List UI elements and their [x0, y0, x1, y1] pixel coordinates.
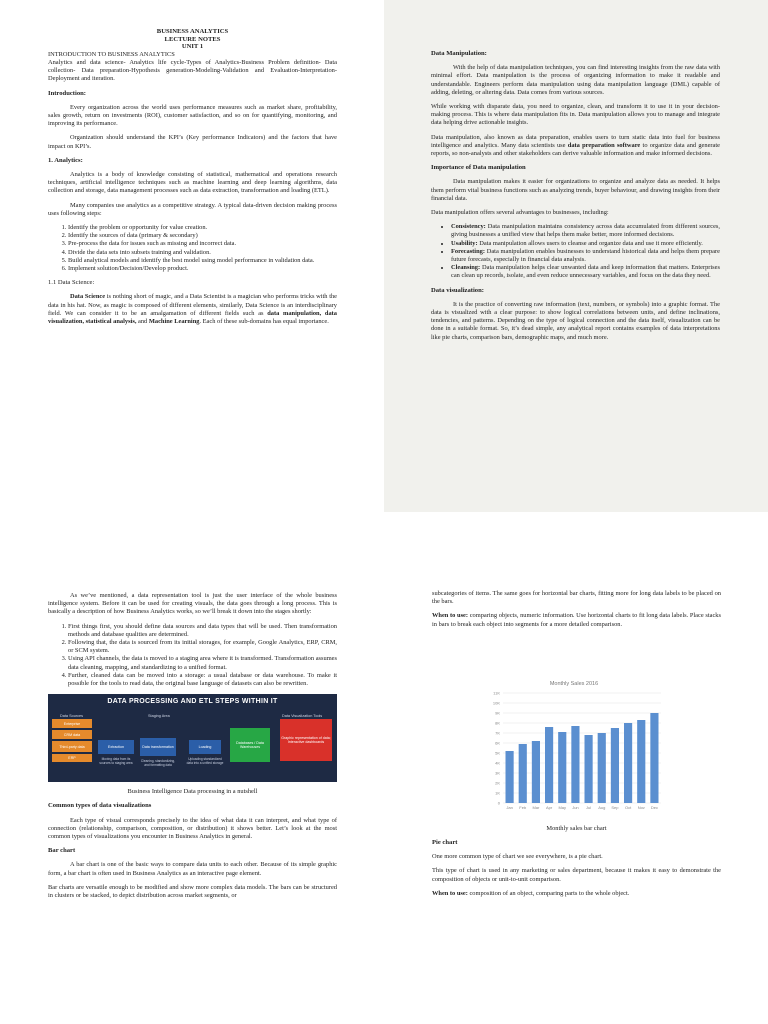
- bar: [585, 735, 593, 803]
- page-2: [384, 0, 768, 512]
- pie-paragraph-1: One more common type of chart we see everywhere, is a pie chart.: [432, 853, 603, 861]
- y-tick-label: 1K: [495, 790, 500, 796]
- dm-paragraph-3: [431, 134, 720, 159]
- bar: [558, 732, 566, 803]
- source-box: CRM data: [52, 730, 92, 739]
- bar: [637, 720, 645, 803]
- x-tick-label: Aug: [598, 804, 606, 810]
- viz-tools-label: Data Visualization Tools: [282, 714, 323, 719]
- x-tick-label: Mar: [532, 804, 540, 810]
- source-box: Third-party data: [52, 741, 92, 752]
- list-item: 2. Following that, the data is sourced from its initial storages, for example, Google Analytics, ERP, CRM, or SCM system.: [68, 639, 337, 655]
- x-tick-label: Dec: [650, 804, 658, 810]
- bar: [532, 741, 540, 803]
- viz-tools-box: Graphic representation of data; Interactive dashboards: [280, 719, 332, 761]
- when-text: comparing objects, numeric information. Use horizontal charts to fit long data labels. Place stacks in bars to break each object into segments for a more detailed comparison.: [432, 612, 721, 628]
- list-item: [451, 223, 720, 239]
- list-item: [451, 240, 720, 248]
- y-tick-label: 11K: [493, 690, 500, 696]
- ds-text-c: . Each of these sub-domains has equal importance.: [199, 318, 329, 326]
- bar-chart-heading: Bar chart: [48, 847, 76, 855]
- when-to-use-pie: [432, 890, 721, 898]
- introduction-heading: Introduction:: [48, 89, 86, 97]
- analytics-paragraph: Analytics is a body of knowledge consisting of statistical, mathematical and operations research techniques, artificial intelligence techniques such as machine learning and deep learning algorithms, data collection and storage, data management processes such as data extraction, transformation and loading (ETL).: [48, 171, 337, 195]
- intro-title: INTRODUCTION TO BUSINESS ANALYTICS: [48, 50, 175, 58]
- y-tick-label: 7K: [495, 730, 500, 736]
- y-tick-label: 6K: [495, 740, 500, 746]
- list-item: 1. First things first, you should define data sources and data types that will be used. Then transformation methods and database qualities are determined.: [68, 623, 337, 639]
- transformation-box: Data transformation: [140, 738, 176, 756]
- ds-bold-ml: Machine Learning: [148, 318, 200, 326]
- advantages-list: [431, 223, 720, 280]
- x-tick-label: Apr: [545, 804, 553, 810]
- x-tick-label: Jun: [572, 804, 579, 810]
- loading-box: Loading: [189, 740, 221, 754]
- dm-paragraph-1: With the help of data manipulation techniques, you can find interesting insights from the raw data with minimal effort. Data manipulation is the process of organizing information to make it readable and understandable. Engineers perform data manipulation using data manipulation language (DML) capable of adding, deleting, or altering data. Data comes from various sources.: [431, 64, 720, 96]
- ds-text-b: and: [136, 318, 149, 326]
- dv-paragraph: It is the practice of converting raw information (text, numbers, or symbols) into a graphic format. The data is visualized with a clear purpose: to show logical correlations between units, and define inclinations, tendencies, and patterns. Depending on the type of logical connection and the data itself, visualization can be done in a suitable format. So, it’s dead simple, any analytical report contains examples of data interpretations like pie charts, comparison bars, demographic maps, and much more.: [431, 300, 720, 341]
- chart-svg: [479, 675, 669, 817]
- kpi-paragraph: Organization should understand the KPI’s (Key performance Indicators) and the factors that have impact on KPI’s.: [48, 134, 337, 150]
- bar: [571, 726, 579, 803]
- bar: [545, 727, 553, 803]
- x-tick-label: Jul: [586, 804, 592, 810]
- data-science-heading: 1.1 Data Science:: [48, 279, 95, 287]
- data-visualization-heading: Data visualization:: [431, 286, 484, 294]
- y-tick-label: 8K: [495, 720, 500, 726]
- list-item: 1. Identify the problem or opportunity for value creation.: [68, 224, 337, 232]
- extraction-note: Moving data from its sources to staging area: [99, 757, 133, 766]
- staging-area-label: Staging Area: [148, 714, 170, 719]
- y-tick-label: 10K: [492, 700, 500, 706]
- page-1: [0, 0, 384, 512]
- source-box: Enterprise: [52, 719, 92, 728]
- loading-note: Uploading standardized data into a unified storage: [186, 757, 224, 766]
- advantage-text: Data manipulation allows users to cleanse and organize data and use it more efficiently.: [477, 239, 703, 247]
- dm-p3-bold: data preparation software: [567, 141, 641, 149]
- list-item: 4. Divide the data sets into subsets training and validation.: [68, 249, 337, 257]
- x-tick-label: Feb: [519, 804, 527, 810]
- y-tick-label: 4K: [495, 760, 500, 766]
- list-item: 3. Pre-process the data for issues such as missing and incorrect data.: [68, 240, 337, 248]
- types-paragraph: Each type of visual corresponds precisely to the idea of what data it can interpret, and what type of connection (relationship, comparison, composition, or distribution) it shows better. Let’s look at the most common types of visualizations you encounter in Business Analytics in general.: [48, 816, 337, 841]
- advantages-intro: Data manipulation offers several advantages to businesses, including:: [431, 209, 609, 217]
- bar: [519, 744, 527, 803]
- y-tick-label: 9K: [495, 710, 500, 716]
- data-sources-label: Data Sources: [60, 714, 84, 719]
- decision-steps-list: [48, 224, 337, 273]
- when-label: When to use:: [432, 612, 469, 620]
- pie-when-text: composition of an object, comparing parts to the whole object.: [467, 889, 630, 897]
- course-title: BUSINESS ANALYTICS: [156, 28, 229, 35]
- x-tick-label: May: [558, 804, 567, 810]
- subcategories-paragraph: subcategories of items. The same goes for horizontal bar charts, fitting more for long data labels to be placed on the bars.: [432, 590, 721, 606]
- advantage-term: Consistency:: [451, 223, 486, 231]
- list-item: 6. Implement solution/Decision/Develop product.: [68, 265, 337, 273]
- x-tick-label: Oct: [624, 804, 632, 810]
- competitive-strategy-paragraph: Many companies use analytics as a competitive strategy. A typical data-driven decision making process uses following steps:: [48, 201, 337, 217]
- dm-paragraph-2: While working with disparate data, you need to organize, clean, and transform it to use it in your decision-making process. This is where data manipulation fits in. Data manipulation allows you to manage and integrate data helping drive actionable insights.: [431, 103, 720, 127]
- introduction-paragraph: Every organization across the world uses performance measures such as market share, profitability, sales growth, return on investments (ROI), customer satisfaction, and so on for quantifying, monitoring, and improving its performance.: [48, 103, 337, 128]
- data-manipulation-heading: Data Manipulation:: [431, 50, 487, 57]
- advantage-text: Data manipulation maintains consistency across data accumulated from different sources, giving businesses a unified view that helps them make better, more informed decisions.: [451, 223, 720, 239]
- dm-p3-a: Data manipulation, also known as data preparation, enables users to turn static data into fuel for business intelligence and analytics. Many data scientists use: [431, 133, 720, 149]
- y-tick-label: 0: [497, 800, 500, 806]
- x-tick-label: Sep: [611, 804, 619, 810]
- data-science-paragraph: [48, 293, 337, 326]
- data-science-term: Data Science: [70, 293, 106, 301]
- list-item: 3. Using API channels, the data is moved to a staging area where it is transformed. Transformation assumes data cleaning, mapping, and standardizing to a unified format.: [68, 655, 337, 671]
- list-item: 2. Identify the sources of data (primary & secondary): [68, 232, 337, 240]
- advantage-term: Cleansing:: [451, 264, 481, 272]
- analytics-heading: 1. Analytics:: [48, 156, 83, 164]
- importance-heading: Importance of Data manipulation: [431, 164, 526, 172]
- bar: [624, 723, 632, 803]
- transformation-note: Cleaning, standardizing, and formatting data: [140, 759, 176, 768]
- x-tick-label: Jan: [506, 804, 513, 810]
- list-item: [451, 248, 720, 264]
- y-tick-label: 3K: [495, 770, 500, 776]
- bar: [598, 733, 606, 803]
- dm-p3-b: to organize data and generate reports, so non-analysts and other stakeholders can derive valuable information and make informed decisions.: [431, 141, 721, 158]
- chart-title: Monthly Sales 2016: [549, 680, 599, 687]
- list-item: [451, 264, 720, 280]
- page-3-content: [48, 592, 337, 906]
- when-to-use-bar: [432, 612, 721, 628]
- bar: [650, 713, 658, 803]
- advantage-term: Forecasting:: [451, 247, 485, 255]
- monthly-sales-chart: [479, 675, 669, 817]
- bi-intro-paragraph: As we’ve mentioned, a data representation tool is just the user interface of the whole business intelligence system. Before it can be used for creating visuals, the data goes through a long process. This is basically a description of how Business Analytics works, so we’ll break it down into the stages shortly:: [48, 592, 337, 616]
- x-tick-label: Nov: [637, 804, 645, 810]
- syllabus-text: Analytics and data science- Analytics life cycle-Types of Analytics-Business Problem definition- Data collection- Data preparation-Hypothesis generation-Modeling-Validation and Evaluation-Interpretation-Deployment and iteration.: [48, 58, 337, 83]
- page-4-content: [432, 590, 721, 904]
- advantage-term: Usability:: [451, 239, 478, 247]
- warehouse-box: Databases / Data Warehouses: [230, 728, 270, 762]
- page-2-content: [431, 44, 720, 348]
- unit-label: UNIT 1: [181, 43, 204, 51]
- importance-paragraph: Data manipulation makes it easier for organizations to organize and analyze data as needed. It helps them perform vital business functions such as analyzing trends, buyer behaviour, and drawing insights from their financial data.: [431, 178, 720, 202]
- bar: [506, 751, 514, 803]
- page-3: [0, 512, 384, 1024]
- chart-caption: Monthly sales bar chart: [546, 824, 607, 832]
- bar: [611, 728, 619, 803]
- extraction-box: Extraction: [98, 740, 134, 754]
- etl-diagram: [48, 694, 337, 782]
- visualization-types-heading: Common types of data visualizations: [48, 802, 152, 810]
- bi-stages-list: [48, 623, 337, 689]
- page-1-content: [48, 28, 337, 332]
- bar-paragraph-1: A bar chart is one of the basic ways to compare data units to each other. Because of its simple graphic form, a bar chart is often used in Business Analytics as an interactive page element.: [48, 861, 337, 877]
- advantage-text: Data manipulation enables businesses to understand historical data and helps them prepare future forecasts, especially in financial data analysis.: [451, 247, 720, 264]
- etl-diagram-title: DATA PROCESSING AND ETL STEPS WITHIN IT: [107, 698, 278, 706]
- page-4: [384, 512, 768, 1024]
- list-item: 4. Further, cleaned data can be moved into a storage: a usual database or data warehouse. To make it possible for the tools to read data, the original base language of datasets can also be rewritten.: [68, 672, 337, 688]
- list-item: 5. Build analytical models and identify the best model using model performance in validation data.: [68, 257, 337, 265]
- y-tick-label: 2K: [495, 780, 500, 786]
- ds-bold-fields: data manipulation, data visualization, statistical analysis,: [48, 309, 337, 326]
- source-box: ERP: [52, 754, 92, 762]
- pie-when-label: When to use:: [432, 889, 468, 897]
- diagram-caption: Business Intelligence Data processing in a nutshell: [127, 788, 258, 796]
- course-subtitle: LECTURE NOTES: [164, 35, 221, 43]
- pie-paragraph-2: This type of chart is used in any marketing or sales department, because it makes it easy to demonstrate the composition of objects or unit-to-unit comparison.: [432, 867, 721, 883]
- ds-text-a: is nothing short of magic, and a Data Scientist is a magician who performs tricks with the data in his hat. Now, as magic is composed of different elements, similarly, Data Science is an interdisciplinary field. We can consider it to be an amalgamation of different fields such as: [48, 293, 337, 317]
- pie-chart-heading: Pie chart: [432, 839, 458, 847]
- advantage-text: Data manipulation helps clear unwanted data and keep information that matters. Enterprises can clean up records, isolate, and even reduce unnecessary variables, and focus on the data they need.: [451, 264, 720, 280]
- bar-paragraph-2: Bar charts are versatile enough to be modified and show more complex data models. The bars can be structured in clusters or be stacked, to depict distribution across market segments, or: [48, 883, 337, 900]
- y-tick-label: 5K: [495, 750, 500, 756]
